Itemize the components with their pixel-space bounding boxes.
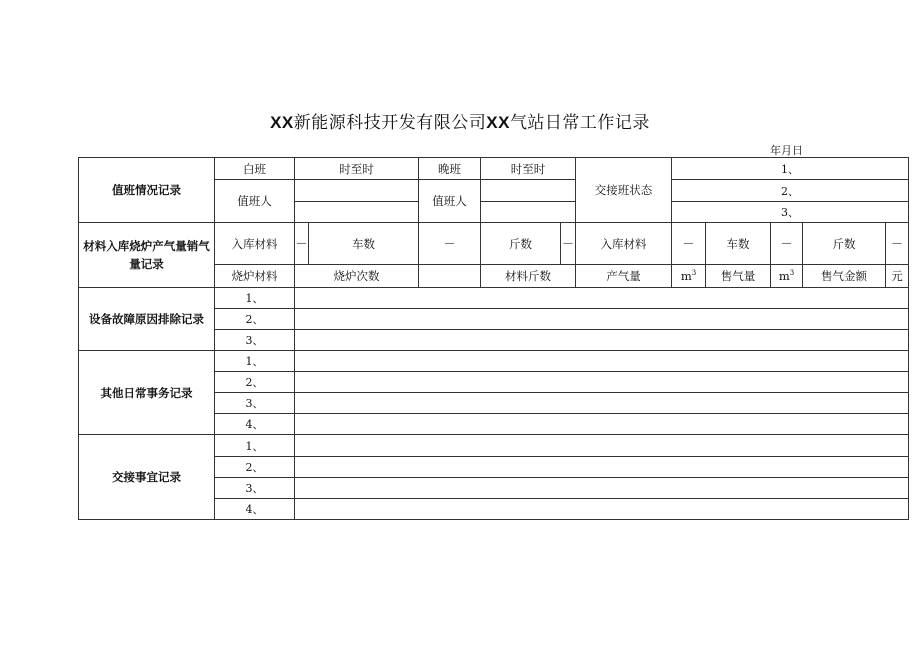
cars-label-1: 车数 [309,223,419,265]
dash-5: — [771,223,803,265]
burn-count-value[interactable] [419,265,481,288]
handover-matter-item-3: 3、 [215,478,295,499]
night-shift-label: 晚班 [419,158,481,180]
on-duty-name-2b[interactable] [481,202,576,223]
handover-entry-4[interactable] [295,499,909,520]
other-item-1: 1、 [215,351,295,372]
on-duty-name-2a[interactable] [481,180,576,202]
other-header: 其他日常事务记录 [79,351,215,435]
in-material-label-1: 入库材料 [215,223,295,265]
fault-entry-1[interactable] [295,288,909,309]
other-entry-3[interactable] [295,393,909,414]
fault-entry-2[interactable] [295,309,909,330]
handover-item-2[interactable]: 2、 [672,180,909,202]
title-suffix: 气站日常工作记录 [509,113,650,133]
sales-amount-unit: 元 [886,265,909,288]
on-duty-label-2: 值班人 [419,180,481,223]
dash-2: — [419,223,481,265]
material-jin-label: 材料斤数 [481,265,576,288]
other-item-3: 3、 [215,393,295,414]
handover-item-3[interactable]: 3、 [672,202,909,223]
fault-item-1: 1、 [215,288,295,309]
cars-label-2: 车数 [706,223,771,265]
date-label: 年月日 [770,144,803,157]
other-item-4: 4、 [215,414,295,435]
on-duty-name-1b[interactable] [295,202,419,223]
on-duty-label-1: 值班人 [215,180,295,223]
handover-entry-3[interactable] [295,478,909,499]
sales-amount-label: 售气金额 [803,265,886,288]
fault-entry-3[interactable] [295,330,909,351]
dash-3: — [561,223,576,265]
gas-sales-unit: $m^3$ [771,265,803,288]
day-shift-label: 白班 [215,158,295,180]
fault-item-2: 2、 [215,309,295,330]
fault-header: 设备故障原因排除记录 [79,288,215,351]
dash-1: — [295,223,309,265]
fault-item-3: 3、 [215,330,295,351]
handover-status-label: 交接班状态 [576,158,672,223]
burn-count-label: 烧炉次数 [295,265,419,288]
day-time-range: 时至时 [295,158,419,180]
handover-item-1[interactable]: 1、 [672,158,909,180]
daily-record-table [78,157,909,520]
material-header: 材料入库烧炉产气量销气量记录 [79,223,215,288]
jin-label-2: 斤数 [803,223,886,265]
burn-material-label: 烧炉材料 [215,265,295,288]
other-entry-1[interactable] [295,351,909,372]
title-company: 新能源科技开发有限公司 [293,113,487,133]
dash-6: — [886,223,909,265]
document-title [0,108,920,133]
gas-output-label: 产气量 [576,265,672,288]
gas-sales-label: 售气量 [706,265,771,288]
night-time-range: 时至时 [481,158,576,180]
handover-entry-2[interactable] [295,457,909,478]
handover-header: 交接事宜记录 [79,435,215,520]
dash-4: — [672,223,706,265]
other-item-2: 2、 [215,372,295,393]
jin-label-1: 斤数 [481,223,561,265]
on-duty-name-1a[interactable] [295,180,419,202]
in-material-label-2: 入库材料 [576,223,672,265]
other-entry-4[interactable] [295,414,909,435]
title-prefix: XX [270,113,294,132]
handover-matter-item-2: 2、 [215,457,295,478]
gas-output-unit: $m^3$ [672,265,706,288]
handover-matter-item-4: 4、 [215,499,295,520]
handover-entry-1[interactable] [295,435,909,457]
duty-header: 值班情况记录 [79,158,215,223]
other-entry-2[interactable] [295,372,909,393]
handover-matter-item-1: 1、 [215,435,295,457]
title-code: XX [486,113,510,132]
